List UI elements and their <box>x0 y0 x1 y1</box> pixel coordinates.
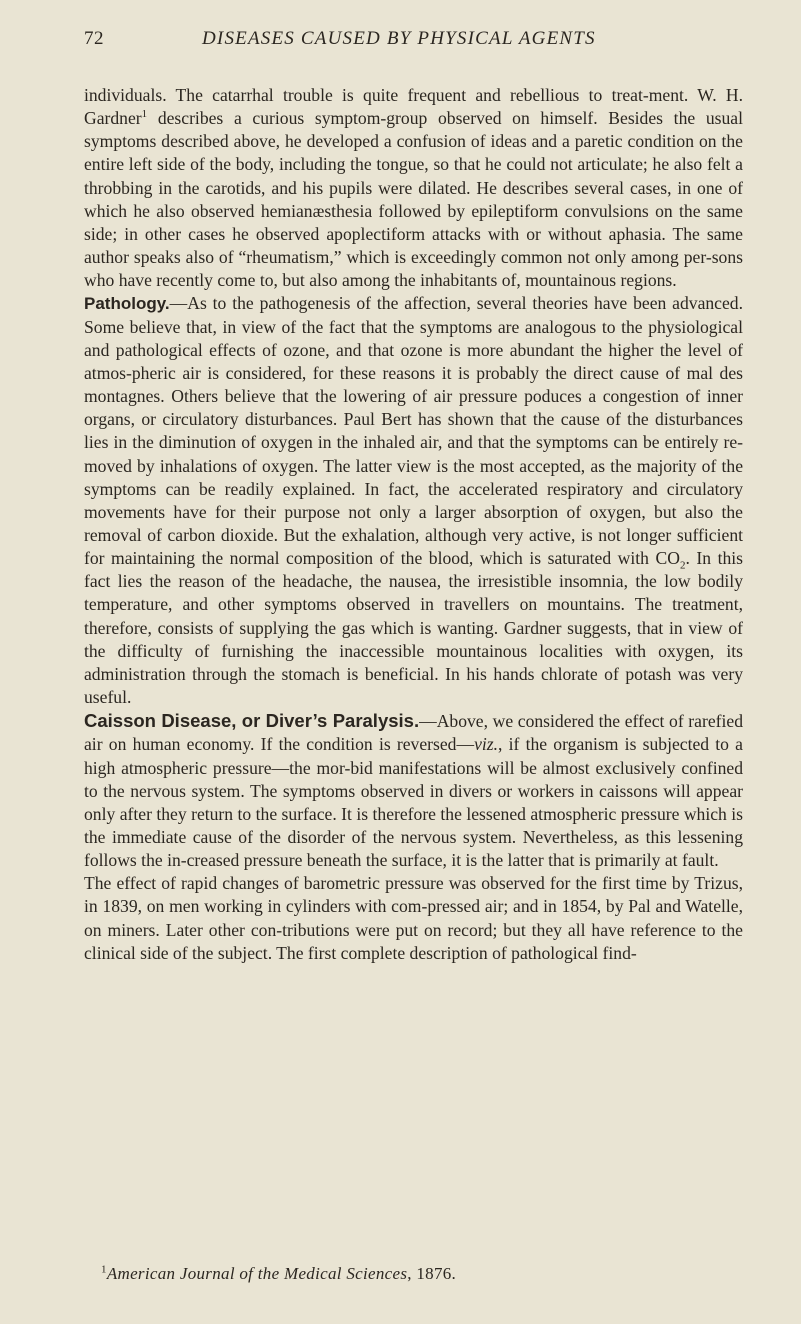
running-header <box>84 28 743 58</box>
text-run: describes a curious symptom-group observed on himself. Besides the usual symptoms described above, he developed a confusion of ideas and a paretic condition on the entire left side of the body, including the tongue, so that he could not articulate; he also felt a throbbing in the carotids, and his pupils were dilated. He describes several cases, in one of which he also observed hemianæsthesia followed by epileptiform convulsions on the same side; in other cases he observed apoplectiform attacks with or without aphasia. The same author speaks also of “rheumatism,” which is exceedingly common not only among per-sons who have recently come to, but also among the inhabitants of, mountainous regions. <box>84 108 743 291</box>
section-heading-caisson: Caisson Disease, or Diver’s Paralysis. <box>84 710 420 732</box>
section-heading-pathology: Pathology. <box>84 294 170 314</box>
page-number: 72 <box>84 28 104 49</box>
text-run: individuals. The catarrhal trouble is quite frequent and rebellious to treat-ment. W. H. Gardner <box>84 85 743 129</box>
paragraph-caisson <box>84 709 743 872</box>
text-run: . In this fact lies the reason of the headache, the nausea, the irresistible insomnia, the low bodily temperature, and other symptoms observed in travellers on mountains. The treatment, therefore, consists of supplying the gas which is wanting. Gardner suggests, that in view of the difficulty of furnishing the inaccessible mountainous localities with oxygen, its administration through the stomach is beneficial. In his hands chlorate of potash was very useful. <box>84 548 743 708</box>
footnote-marker: 1 <box>101 1263 107 1276</box>
footnote-ref: 1 <box>141 108 148 121</box>
paragraph-barometric: The effect of rapid changes of barometric pressure was observed for the first time by Trizus, in 1839, on men working in cylinders with com-pressed air; and in 1854, by Pal and Watelle, on miners. Later other con-tributions were put on record; but they all have reference to the clinical side of the subject. The first complete description of pathological find- <box>84 873 743 963</box>
paragraph-gardner <box>84 84 743 292</box>
paragraph-pathology <box>84 292 743 709</box>
footnote-rest: , 1876. <box>407 1264 457 1283</box>
body-text <box>84 84 743 965</box>
italic-viz: viz. <box>474 734 499 755</box>
footnote-journal: American Journal of the Medical Sciences <box>106 1264 408 1283</box>
text-run: —Above, we considered the effect of rarefied air on human economy. If the condition is reversed— <box>84 711 743 755</box>
footnote <box>101 1264 456 1284</box>
text-run: —As to the pathogenesis of the affection, several theories have been advanced. Some believe that, in view of the fact that the symptoms are analogous to the physiological and pathological effects of ozone, and that ozone is more abundant the higher the level of atmos-pheric air is considered, for these reasons it is probably the direct cause of mal des montagnes. Others believe that the lowering of air pressure poduces a congestion of inner organs, or circulatory disturbances. Paul Bert has shown that the cause of the disturbances lies in the diminution of oxygen in the inhaled air, and that the symptoms can be entirely re-moved by inhalations of oxygen. The latter view is the most accepted, as the majority of the symptoms can be readily explained. In fact, the accelerated respiratory and circulatory movements have for their purpose not only a larger absorption of oxygen, but also the removal of carbon dioxide. But the exhalation, although very active, is not longer sufficient for maintaining the normal composition of the blood, which is saturated with CO <box>84 293 743 569</box>
running-title: DISEASES CAUSED BY PHYSICAL AGENTS <box>202 28 596 49</box>
text-run: , if the organism is subjected to a high atmospheric pressure—the mor-bid manifestations will be almost exclusively confined to the nervous system. The symptoms observed in divers or workers in caissons will appear only after they return to the surface. It is therefore the lessened atmospheric pressure which is the immediate cause of the disorder of the nervous system. Nevertheless, as this lessening follows the in-creased pressure beneath the surface, it is the latter that is primarily at fault. <box>84 734 743 871</box>
subscript: 2 <box>679 559 686 572</box>
